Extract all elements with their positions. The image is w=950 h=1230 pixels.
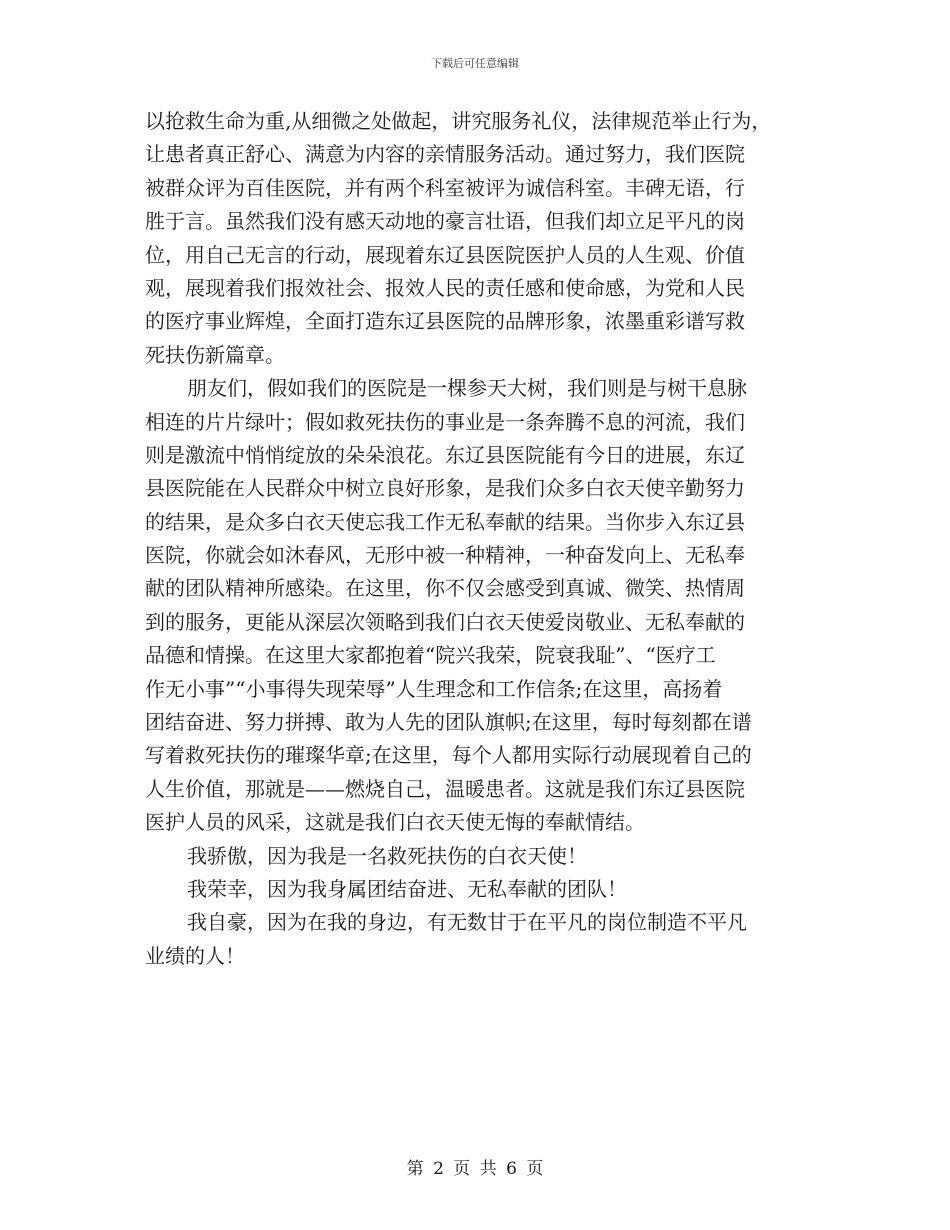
body-line: 医院，你就会如沐春风，无形中被一种精神，一种奋发向上、无私奉 <box>145 543 745 568</box>
page-header: 下载后可任意编辑 <box>431 57 519 70</box>
body-line: 献的团队精神所感染。在这里，你不仅会感受到真诚、微笑、热情周 <box>145 576 745 601</box>
body-line: 县医院能在人民群众中树立良好形象，是我们众多白衣天使辛勤努力 <box>145 476 745 501</box>
body-line: 观，展现着我们报效社会、报效人民的责任感和使命感，为党和人民 <box>145 275 745 300</box>
body-line: 位，用自己无言的行动，展现着东辽县医院医护人员的人生观、价值 <box>145 242 745 267</box>
body-line: 写着救死扶伤的璀璨华章;在这里，每个人都用实际行动展现着自己的 <box>145 743 752 768</box>
body-line: 相连的片片绿叶；假如救死扶伤的事业是一条奔腾不息的河流，我们 <box>145 409 745 434</box>
document-body <box>145 105 835 973</box>
body-line: 人生价值，那就是——燃烧自己，温暖患者。这就是我们东辽县医院 <box>145 776 745 801</box>
body-line: 团结奋进、努力拼搏、敢为人先的团队旗帜;在这里，每时每刻都在谱 <box>145 710 752 735</box>
body-line: 我骄傲，因为我是一名救死扶伤的白衣天使！ <box>187 843 587 868</box>
body-line: 胜于言。虽然我们没有感天动地的豪言壮语，但我们却立足平凡的岗 <box>145 209 745 234</box>
body-line: 作无小事”“小事得失现荣辱”人生理念和工作信条;在这里，高扬着 <box>145 676 723 701</box>
body-line: 被群众评为百佳医院，并有两个科室被评为诚信科室。丰碑无语，行 <box>145 175 745 200</box>
body-line: 到的服务，更能从深层次领略到我们白衣天使爱岗敬业、无私奉献的 <box>145 609 745 634</box>
body-line: 死扶伤新篇章。 <box>145 342 285 367</box>
body-line: 则是激流中悄悄绽放的朵朵浪花。东辽县医院能有今日的进展，东辽 <box>145 442 745 467</box>
body-line: 我荣幸，因为我身属团结奋进、无私奉献的团队！ <box>187 876 627 901</box>
page-footer: 第 2 页 共 6 页 <box>406 1159 544 1179</box>
body-line: 让患者真正舒心、满意为内容的亲情服务活动。通过努力，我们医院 <box>145 142 745 167</box>
body-line: 以抢救生命为重,从细微之处做起，讲究服务礼仪，法律规范举止行为， <box>145 109 772 133</box>
body-line: 的医疗事业辉煌，全面打造东辽县医院的品牌形象，浓墨重彩谱写救 <box>145 309 745 334</box>
body-line: 业绩的人！ <box>145 943 245 968</box>
body-line: 品德和情操。在这里大家都抱着“院兴我荣，院衰我耻”、“医疗工 <box>145 643 716 668</box>
body-line: 医护人员的风采，这就是我们白衣天使无悔的奉献情结。 <box>145 810 645 835</box>
body-line: 的结果，是众多白衣天使忘我工作无私奉献的结果。当你步入东辽县 <box>145 509 745 534</box>
body-line: 朋友们，假如我们的医院是一棵参天大树，我们则是与树干息脉 <box>187 376 747 401</box>
body-line: 我自豪，因为在我的身边，有无数甘于在平凡的岗位制造不平凡 <box>187 910 747 935</box>
